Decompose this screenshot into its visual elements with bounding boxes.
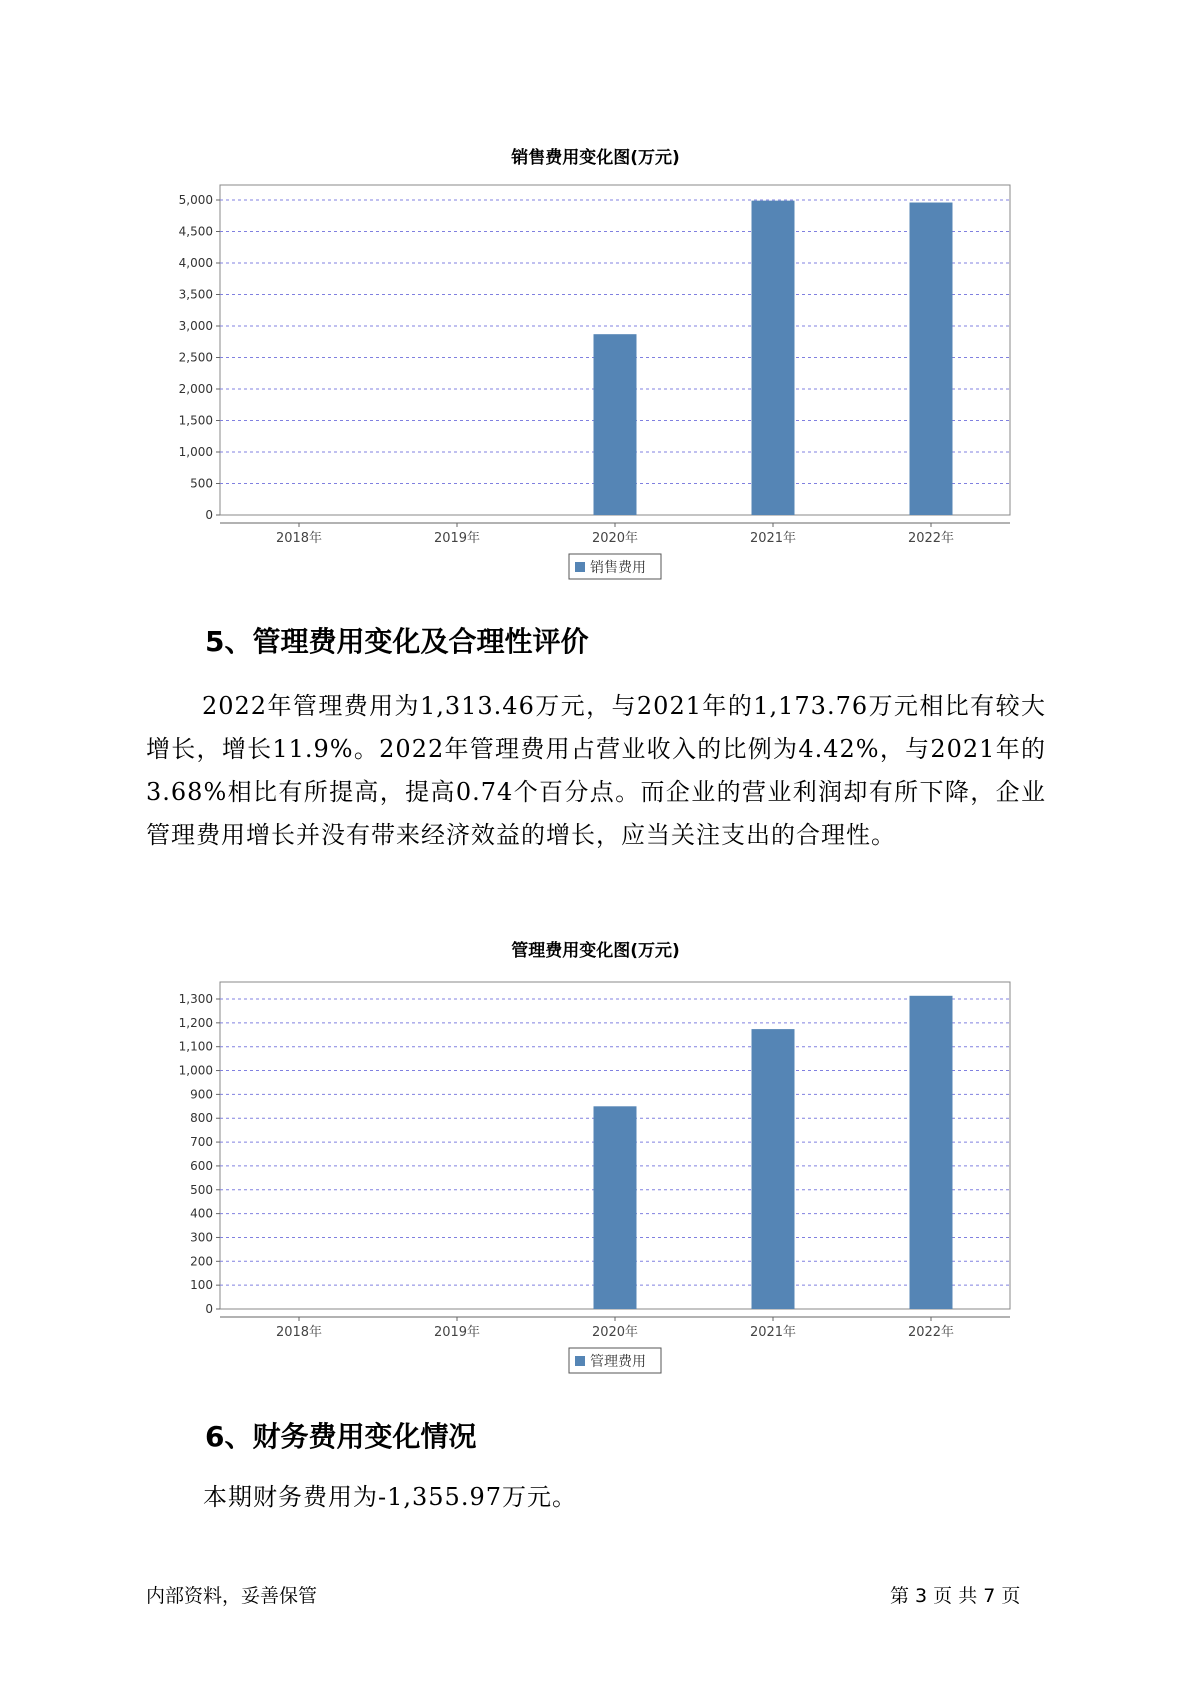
- sales-chart-title: 销售费用变化图(万元): [511, 148, 680, 168]
- section6-text: 本期财务费用为-1,355.97万元。: [203, 1483, 577, 1511]
- x-tick-label: 2021年: [749, 531, 797, 546]
- y-tick-label: 1,200: [178, 1015, 213, 1030]
- section5-paragraph: 2022年管理费用为1,313.46万元，与2021年的1,173.76万元相比有较大增长，增长11.9%。2022年管理费用占营业收入的比例为4.42%，与2021年的3.68%相比有所提高，提高0.74个百分点。而企业的营业利润却有所下降，企业管理费用增长并没有带来经济效益的增长，应当关注支出的合理性。: [146, 692, 1046, 849]
- section6-heading: 6、财务费用变化情况: [205, 1420, 477, 1453]
- y-tick-label: 1,300: [178, 992, 213, 1006]
- x-tick-label: 2022年: [907, 1325, 955, 1340]
- y-tick-label: 100: [190, 1278, 213, 1293]
- y-tick-label: 900: [190, 1087, 213, 1102]
- y-tick-label: 500: [190, 1182, 213, 1197]
- admin-chart-title: 管理费用变化图(万元): [511, 941, 680, 961]
- bar: [752, 201, 795, 515]
- bar: [752, 1029, 795, 1309]
- x-tick-label: 2021年: [749, 1325, 797, 1340]
- y-tick-label: 0: [205, 1302, 213, 1316]
- legend-swatch: [575, 1356, 585, 1366]
- legend-label: 管理费用: [590, 1354, 646, 1370]
- x-tick-label: 2018年: [275, 531, 323, 546]
- y-tick-label: 4,000: [178, 256, 213, 270]
- x-tick-label: 2022年: [907, 531, 955, 546]
- footer-confidential: 内部资料，妥善保管: [146, 1585, 318, 1607]
- footer-page-number: 第 3 页 共 7 页: [890, 1585, 1021, 1607]
- admin-expense-chart: [0, 958, 1191, 1370]
- sales-expense-chart: [0, 165, 1191, 576]
- y-tick-label: 4,500: [178, 224, 213, 239]
- bar: [594, 1106, 637, 1309]
- x-tick-label: 2020年: [591, 531, 639, 546]
- y-tick-label: 1,100: [178, 1039, 213, 1054]
- x-tick-label: 2019年: [433, 531, 481, 546]
- bar: [910, 203, 953, 515]
- bar: [594, 334, 637, 515]
- y-tick-label: 2,500: [178, 350, 213, 365]
- bar: [910, 996, 953, 1309]
- x-tick-label: 2020年: [591, 1325, 639, 1340]
- y-tick-label: 2,000: [178, 382, 213, 396]
- x-tick-label: 2018年: [275, 1325, 323, 1340]
- x-tick-label: 2019年: [433, 1325, 481, 1340]
- y-tick-label: 3,500: [178, 287, 213, 302]
- section5-heading: 5、管理费用变化及合理性评价: [205, 625, 589, 658]
- y-tick-label: 3,000: [178, 319, 213, 333]
- y-tick-label: 5,000: [178, 193, 213, 207]
- legend-swatch: [575, 562, 585, 572]
- y-tick-label: 300: [190, 1230, 213, 1245]
- legend-label: 销售费用: [590, 560, 646, 576]
- y-tick-label: 1,500: [178, 413, 213, 428]
- y-tick-label: 200: [190, 1254, 213, 1269]
- y-tick-label: 500: [190, 476, 213, 491]
- y-tick-label: 800: [190, 1111, 213, 1126]
- y-tick-label: 1,000: [178, 445, 213, 459]
- y-tick-label: 700: [190, 1135, 213, 1150]
- y-tick-label: 0: [205, 508, 213, 522]
- y-tick-label: 1,000: [178, 1063, 213, 1078]
- y-tick-label: 600: [190, 1158, 213, 1173]
- y-tick-label: 400: [190, 1206, 213, 1221]
